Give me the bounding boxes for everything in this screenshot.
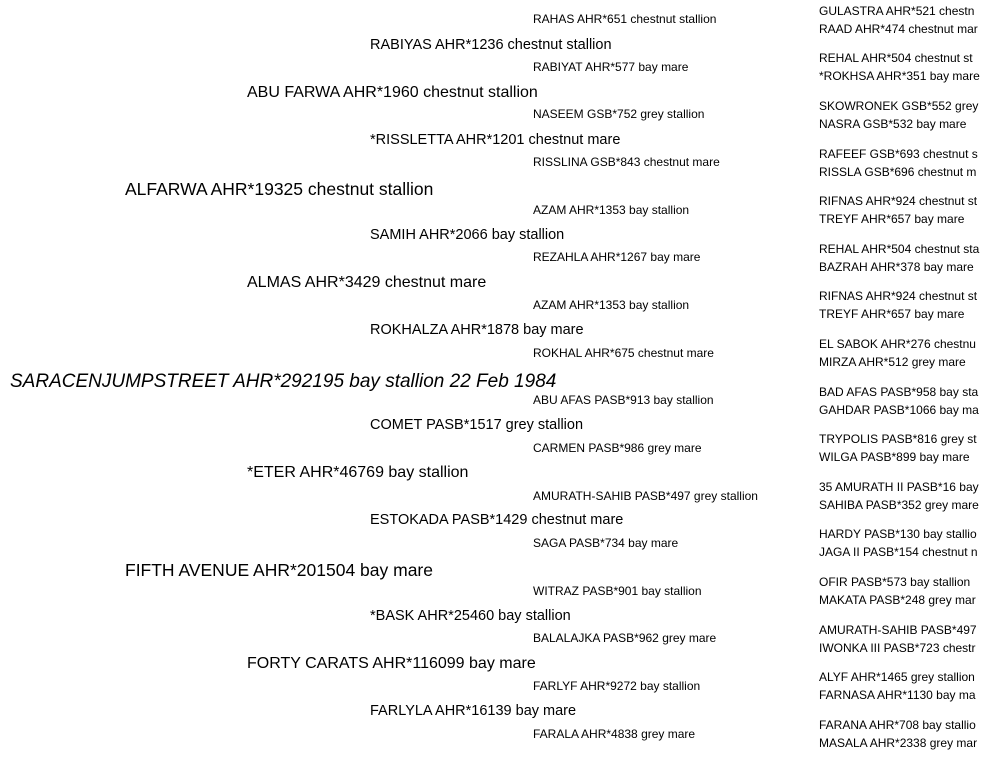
gen5-entry: RIFNAS AHR*924 chestnut st xyxy=(819,289,978,303)
gen4-entry: AZAM AHR*1353 bay stallion xyxy=(533,298,690,312)
gen4-entry: AZAM AHR*1353 bay stallion xyxy=(533,203,690,217)
subject-horse: SARACENJUMPSTREET AHR*292195 bay stallion 22 Feb 1984 xyxy=(10,371,557,392)
gen5-entry: SKOWRONEK GSB*552 grey xyxy=(819,99,979,113)
gen4-entry: RAHAS AHR*651 chestnut stallion xyxy=(533,12,717,26)
gen5-entry: HARDY PASB*130 bay stallio xyxy=(819,527,977,541)
gen3-entry: SAMIH AHR*2066 bay stallion xyxy=(370,227,565,243)
dam: FIFTH AVENUE AHR*201504 bay mare xyxy=(125,560,433,580)
gen5-entry: RAAD AHR*474 chestnut mar xyxy=(819,22,978,36)
gen3-entry: ESTOKADA PASB*1429 chestnut mare xyxy=(370,512,624,528)
gen5-entry: AMURATH-SAHIB PASB*497 xyxy=(819,623,977,637)
gen5-entry: JAGA II PASB*154 chestnut n xyxy=(819,545,978,559)
gen5-entry: TRYPOLIS PASB*816 grey st xyxy=(819,432,977,446)
gen4-entry: ABU AFAS PASB*913 bay stallion xyxy=(533,393,714,407)
gen5-entry: MASALA AHR*2338 grey mar xyxy=(819,736,978,750)
gen5-entry: BAD AFAS PASB*958 bay sta xyxy=(819,385,979,399)
gen3-entry: *BASK AHR*25460 bay stallion xyxy=(370,608,571,624)
gen5-entry: MAKATA PASB*248 grey mar xyxy=(819,593,976,607)
gen2-entry: FORTY CARATS AHR*116099 bay mare xyxy=(247,655,536,672)
gen5-entry: GULASTRA AHR*521 chestn xyxy=(819,4,975,18)
gen5-entry: RIFNAS AHR*924 chestnut st xyxy=(819,194,978,208)
gen5-entry: IWONKA III PASB*723 chestr xyxy=(819,641,976,655)
gen3-entry: FARLYLA AHR*16139 bay mare xyxy=(370,703,577,719)
gen5-entry: OFIR PASB*573 bay stallion xyxy=(819,575,971,589)
gen5-entry: REHAL AHR*504 chestnut st xyxy=(819,51,973,65)
gen2-entry: ALMAS AHR*3429 chestnut mare xyxy=(247,274,487,291)
gen2-entry: *ETER AHR*46769 bay stallion xyxy=(247,464,469,481)
gen4-entry: REZAHLA AHR*1267 bay mare xyxy=(533,250,701,264)
gen4-entry: FARALA AHR*4838 grey mare xyxy=(533,727,696,741)
gen3-entry: *RISSLETTA AHR*1201 chestnut mare xyxy=(370,132,621,148)
gen5-entry: NASRA GSB*532 bay mare xyxy=(819,117,967,131)
gen4-entry: WITRAZ PASB*901 bay stallion xyxy=(533,584,702,598)
gen4-entry: AMURATH-SAHIB PASB*497 grey stallion xyxy=(533,489,758,503)
gen4-entry: RABIYAT AHR*577 bay mare xyxy=(533,60,689,74)
sire: ALFARWA AHR*19325 chestnut stallion xyxy=(125,179,434,199)
gen5-entry: MIRZA AHR*512 grey mare xyxy=(819,355,966,369)
gen3-entry: RABIYAS AHR*1236 chestnut stallion xyxy=(370,37,612,53)
gen4-entry: SAGA PASB*734 bay mare xyxy=(533,536,679,550)
gen3-entry: COMET PASB*1517 grey stallion xyxy=(370,417,584,433)
gen5-entry: *ROKHSA AHR*351 bay mare xyxy=(819,69,980,83)
gen3-entry: ROKHALZA AHR*1878 bay mare xyxy=(370,322,584,338)
gen2-entry: ABU FARWA AHR*1960 chestnut stallion xyxy=(247,84,538,101)
gen5-entry: WILGA PASB*899 bay mare xyxy=(819,450,970,464)
gen5-entry: BAZRAH AHR*378 bay mare xyxy=(819,260,974,274)
gen5-entry: FARNASA AHR*1130 bay ma xyxy=(819,688,976,702)
gen4-entry: ROKHAL AHR*675 chestnut mare xyxy=(533,346,714,360)
gen5-entry: GAHDAR PASB*1066 bay ma xyxy=(819,403,979,417)
gen5-entry: TREYF AHR*657 bay mare xyxy=(819,307,965,321)
gen5-entry: RISSLA GSB*696 chestnut m xyxy=(819,165,977,179)
gen5-entry: FARANA AHR*708 bay stallio xyxy=(819,718,976,732)
gen5-entry: RAFEEF GSB*693 chestnut s xyxy=(819,147,978,161)
gen5-entry: ALYF AHR*1465 grey stallion xyxy=(819,670,975,684)
gen5-entry: SAHIBA PASB*352 grey mare xyxy=(819,498,979,512)
gen4-entry: FARLYF AHR*9272 bay stallion xyxy=(533,679,701,693)
gen5-entry: REHAL AHR*504 chestnut sta xyxy=(819,242,980,256)
gen5-entry: 35 AMURATH II PASB*16 bay xyxy=(819,480,979,494)
gen4-entry: NASEEM GSB*752 grey stallion xyxy=(533,107,705,121)
gen5-entry: EL SABOK AHR*276 chestnu xyxy=(819,337,976,351)
gen4-entry: RISSLINA GSB*843 chestnut mare xyxy=(533,155,720,169)
gen4-entry: BALALAJKA PASB*962 grey mare xyxy=(533,631,717,645)
gen5-entry: TREYF AHR*657 bay mare xyxy=(819,212,965,226)
gen4-entry: CARMEN PASB*986 grey mare xyxy=(533,441,702,455)
